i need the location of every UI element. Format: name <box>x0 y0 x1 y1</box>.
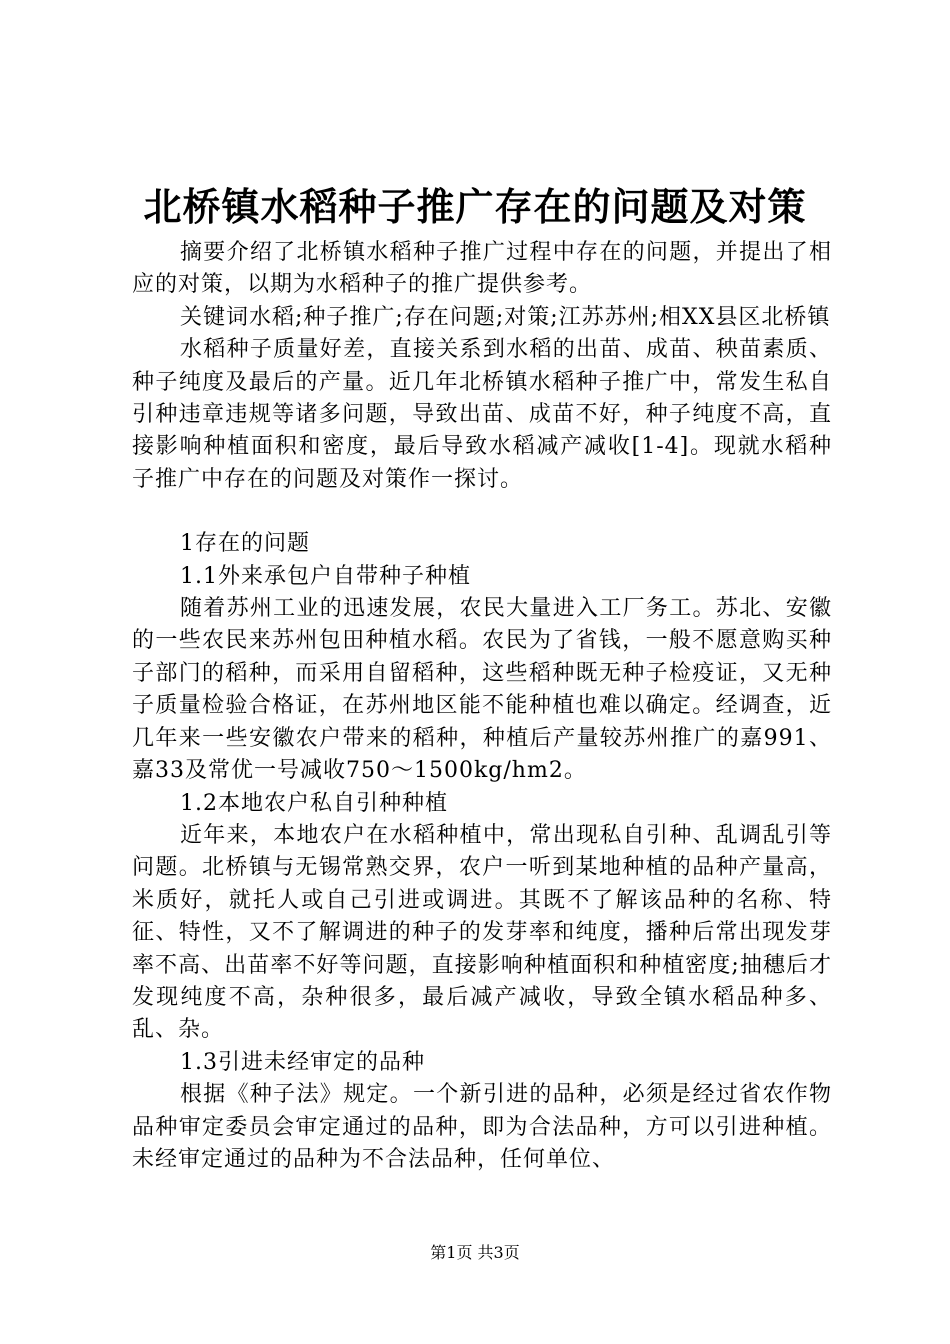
subsection-heading-1-2: 1.2本地农户私自引种种植 <box>180 790 448 816</box>
subsection-paragraph-1-3: 根据《种子法》规定。一个新引进的品种，必须是经过省农作物品种审定委员会审定通过的品种，即为合法品种，方可以引进种植。未经审定通过的品种为不合法品种，任何单位、 <box>132 1082 832 1172</box>
paragraph-spacer <box>132 496 832 528</box>
subsection-heading-1-3: 1.3引进未经审定的品种 <box>180 1049 425 1075</box>
abstract-paragraph: 摘要介绍了北桥镇水稻种子推广过程中存在的问题，并提出了相应的对策，以期为水稻种子的推广提供参考。 <box>132 240 832 298</box>
subsection-heading-1-1: 1.1外来承包户自带种子种植 <box>180 563 471 589</box>
subsection-paragraph-1-2: 近年来，本地农户在水稻种植中，常出现私自引种、乱调乱引等问题。北桥镇与无锡常熟交界，农户一听到某地种植的品种产量高，米质好，就托人或自己引进或调进。其既不了解该品种的名称、特征、特性，又不了解调进的种子的发芽率和纯度，播种后常出现发芽率不高、出苗率不好等问题，直接影响种植面积和种植密度;抽穗后才发现纯度不高，杂种很多，最后减产减收，导致全镇水稻品种多、乱、杂。 <box>132 822 832 1043</box>
document-title: 北桥镇水稻种子推广存在的问题及对策 <box>143 185 807 229</box>
keywords-paragraph: 关键词水稻;种子推广;存在问题;对策;江苏苏州;相XX县区北桥镇 <box>180 304 831 330</box>
subsection-paragraph-1-1: 随着苏州工业的迅速发展，农民大量进入工厂务工。苏北、安徽的一些农民来苏州包田种植水稻。农民为了省钱，一般不愿意购买种子部门的稻种，而采用自留稻种，这些稻种既无种子检疫证，又无种子质量检验合格证，在苏州地区能不能种植也难以确定。经调查，近几年来一些安徽农户带来的稻种，种植后产量较苏州推广的嘉991、嘉33及常优一号减收750～1500kg/hm2。 <box>132 596 832 784</box>
section-heading-1: 1存在的问题 <box>180 531 310 557</box>
document-body <box>132 237 832 1176</box>
page-footer: 第1页 共3页 <box>430 1243 520 1262</box>
intro-paragraph: 水稻种子质量好差，直接关系到水稻的出苗、成苗、秧苗素质、种子纯度及最后的产量。近几年北桥镇水稻种子推广中，常发生私自引种违章违规等诸多问题，导致出苗、成苗不好，种子纯度不高，直接影响种植面积和密度，最后导致水稻减产减收[1-4]。现就水稻种子推广中存在的问题及对策作一探讨。 <box>132 337 832 492</box>
